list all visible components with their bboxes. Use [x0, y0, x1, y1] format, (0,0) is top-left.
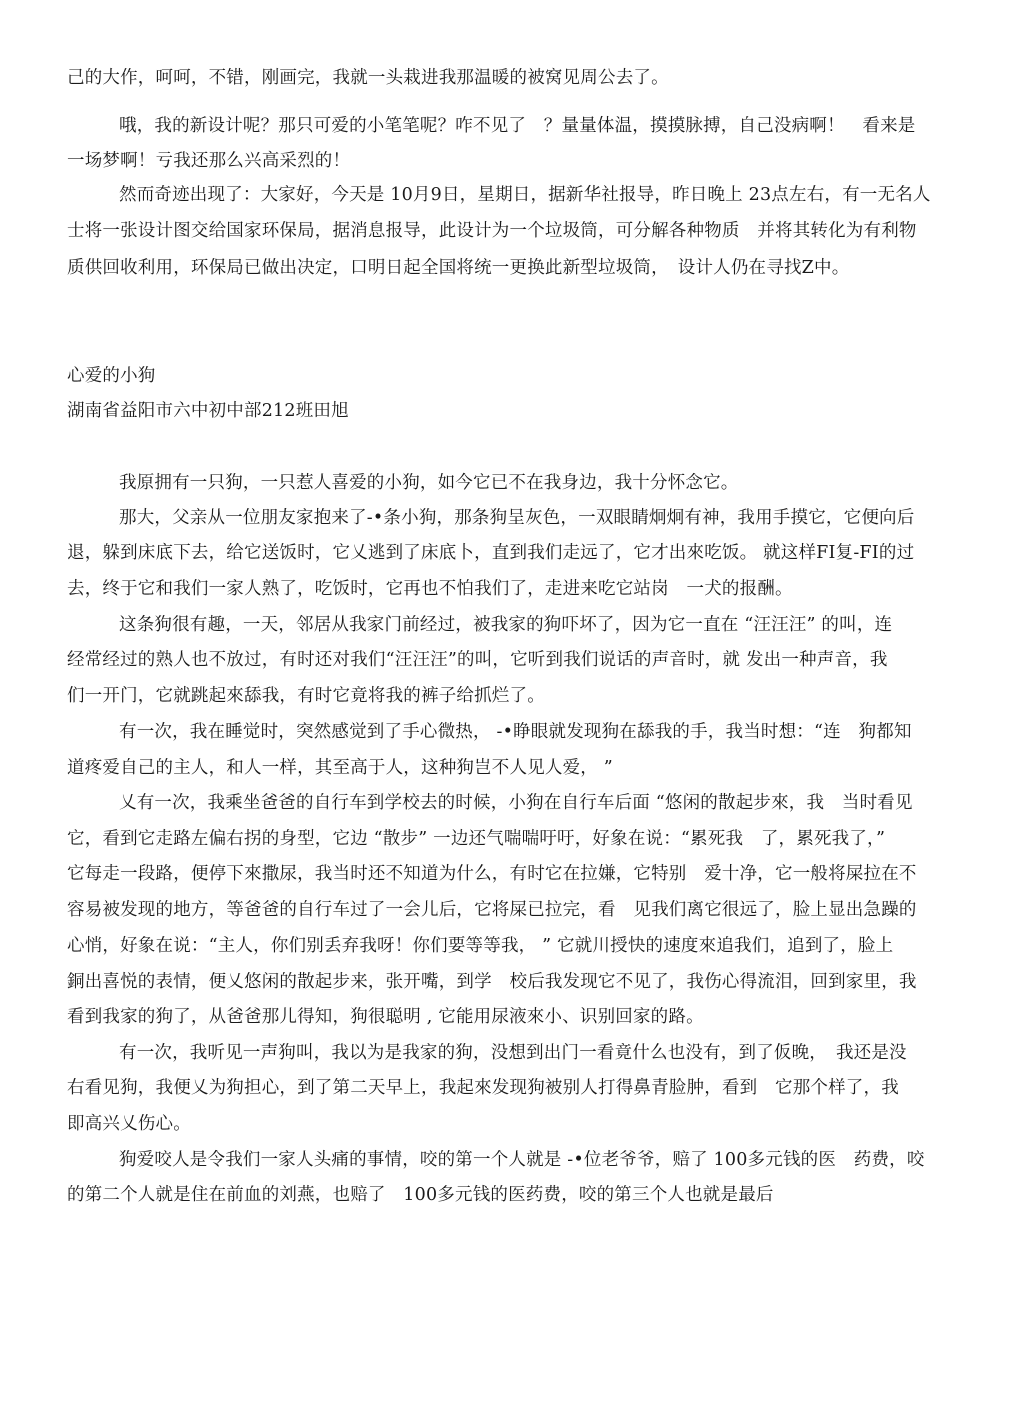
text-line: 即高兴乂伤心。	[67, 1114, 191, 1134]
text-line: 的第二个人就是住在前血的刘燕，也赔了 100多元钱的医药费，咬的第三个人也就是最后	[67, 1185, 774, 1205]
text-line: 道疼爱自己的主人，和人一样，其至高于人，这种狗岂不人见人爱， ”	[67, 758, 613, 778]
text-line: 乂有一次，我乘坐爸爸的自行车到学校去的时候，小狗在自行车后面 “悠闲的散起步來，我 当时看见	[119, 793, 913, 813]
text-line: 己的大作，呵呵，不错，刚画完，我就一头栽进我那温暖的被窝见周公去了。	[67, 68, 669, 88]
text-line: 这条狗很有趣，一天，邻居从我家门前经过，被我家的狗吓坏了，因为它一直在 “汪汪汪” 的叫，连	[119, 615, 893, 635]
text-line: 容易被发现的地方，等爸爸的自行车过了一会儿后，它将屎已拉完，看 见我们离它很远了，脸上显出急躁的	[67, 900, 917, 920]
text-line: 哦，我的新设计呢？那只可爱的小笔笔呢？咋不见了 ？量量体温，摸摸脉搏，自己没病啊！ 看来是	[119, 116, 916, 136]
text-line: 它每走一段路，便停下來撒尿，我当时还不知道为什么，有时它在拉嫌，它特别 爱十净，它一般将屎拉在不	[67, 864, 917, 884]
text-line: 去，终于它和我们一家人熟了，吃饭时，它再也不怕我们了，走进来吃它站岗 一犬的报酬。	[67, 579, 793, 599]
text-line: 然而奇迹出现了：大家好，今天是 10月9日，星期日，据新华社报导，昨日晚上 23点左右，有一无名人	[119, 185, 931, 205]
text-line: 们一开门，它就跳起來舔我，有时它竟将我的裤子给抓烂了。	[67, 686, 545, 706]
text-line: 那大，父亲从一位朋友家抱来了-•条小狗，那条狗呈灰色，一双眼睛炯炯有神，我用手摸它，它便向后	[119, 508, 915, 528]
text-line: 有一次，我听见一声狗叫，我以为是我家的狗，没想到出门一看竟什么也没有，到了仮晚， 我还是没	[119, 1043, 907, 1063]
text-line: 狗爱咬人是令我们一家人头痛的事情，咬的第一个人就是 -•位老爷爷，赔了 100多元钱的医 药费，咬	[119, 1150, 925, 1170]
text-line: 心悄，好象在说：“主人，你们别丢弃我呀！你们要等等我， ” 它就川授快的速度來追我们，追到了，脸上	[67, 936, 894, 956]
text-line: 士将一张设计图交给国家环保局，据消息报导，此设计为一个垃圾筒，可分解各种物质 并将其转化为有利物	[67, 221, 917, 241]
text-line: 经常经过的熟人也不放过，有时还对我们“汪汪汪”的叫，它听到我们说话的声音时，就 发出一种声音，我	[67, 650, 888, 670]
text-line: 我原拥有一只狗，一只惹人喜爱的小狗，如今它已不在我身边，我十分怀念它。	[119, 473, 739, 493]
text-line: 退，躲到床底下去，给它送饭时，它乂逃到了床底卜，直到我们走远了，它才出來吃饭。 就这样FI复-FI的过	[67, 543, 915, 563]
text-line: 看到我家的狗了，从爸爸那儿得知，狗很聪明 , 它能用尿液來小、识别回家的路。	[67, 1007, 704, 1027]
text-line: 右看见狗，我便乂为狗担心，到了第二天早上，我起來发现狗被别人打得鼻青脸肿，看到 它那个样了，我	[67, 1078, 899, 1098]
text-line: 质供回收利用，环保局已做出决定，口明日起全国将统一更换此新型垃圾筒， 设计人仍在寻找Z中。	[67, 258, 850, 278]
text-line: 它，看到它走路左偏右拐的身型，它边 “散步” 一边还气喘喘吁吁，好象在说：“累死我 了，累死我了，”	[67, 829, 886, 849]
article-title: 心爱的小狗	[67, 366, 156, 386]
text-line: 銅出喜悦的表情，便乂悠闲的散起步来，张开嘴，到学 校后我发现它不见了，我伤心得流泪，回到家里，我	[67, 972, 917, 992]
text-line: 一场梦啊！亏我还那么兴高采烈的！	[67, 151, 351, 171]
article-author: 湖南省益阳市六中初中部212班田旭	[67, 401, 349, 421]
text-line: 有一次，我在睡觉时，突然感觉到了手心微热， -•睁眼就发现狗在舔我的手，我当时想：“连 狗都知	[119, 722, 912, 742]
